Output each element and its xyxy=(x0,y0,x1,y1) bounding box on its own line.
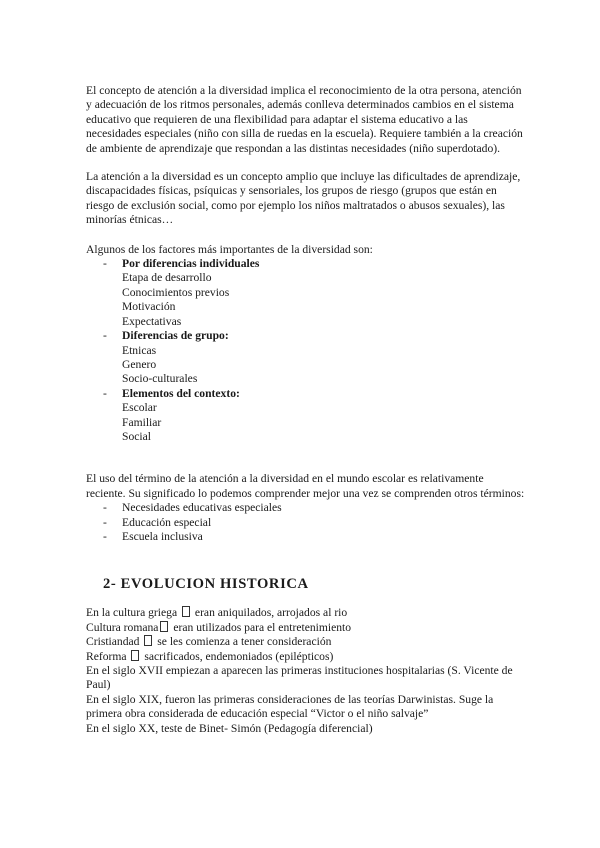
history-description: eran aniquilados, arrojados al rio xyxy=(194,606,348,620)
list-item: Socio-culturales xyxy=(122,372,198,386)
term-label: Educación especial xyxy=(122,515,212,529)
list-item: Conocimientos previos xyxy=(122,285,230,299)
arrow-placeholder-icon xyxy=(160,621,168,632)
list-item: Familiar xyxy=(122,415,162,429)
factor-category xyxy=(86,257,526,271)
factors-list xyxy=(86,257,526,444)
factor-category-label: Elementos del contexto: xyxy=(122,386,240,400)
history-era: Cultura romana xyxy=(86,620,159,634)
arrow-placeholder-icon xyxy=(182,606,190,617)
list-item: Etapa de desarrollo xyxy=(122,271,212,285)
dash-bullet: - xyxy=(103,529,107,543)
list-item xyxy=(86,530,526,544)
list-item: Etnicas xyxy=(122,343,157,357)
factor-sublist xyxy=(86,271,526,329)
intro-paragraph-2: La atención a la diversidad es un concepto amplio que incluye las dificultades de aprendizaje, discapacidades físicas, psíquicas y sensoriales, los grupos de riesgo (grupos que están en riesgo de exclusión social, como por ejemplo los niños maltratados o abusos sexuales), las minorías étnicas… xyxy=(86,170,521,227)
history-era: Cristiandad xyxy=(86,635,140,649)
terms-list xyxy=(86,501,526,544)
list-item: Expectativas xyxy=(122,314,182,328)
document-page xyxy=(86,84,526,736)
history-line xyxy=(86,650,526,664)
history-era: En la cultura griega xyxy=(86,606,178,620)
section-heading: 2- EVOLUCION HISTORICA xyxy=(103,576,309,593)
list-item: Genero xyxy=(122,357,157,371)
arrow-placeholder-icon xyxy=(131,650,139,661)
factor-category xyxy=(86,387,526,401)
history-line xyxy=(86,635,526,649)
history-paragraph-xix: En el siglo XIX, fueron las primeras consideraciones de las teorías Darwinistas. Suge la primera obra considerada de educación especial “Victor o el niño salvaje” xyxy=(86,692,494,721)
factor-sublist xyxy=(86,344,526,387)
dash-bullet: - xyxy=(103,386,107,400)
term-label: Necesidades educativas especiales xyxy=(122,501,282,515)
spacer xyxy=(86,444,526,472)
arrow-placeholder-icon xyxy=(144,635,152,646)
factors-intro: Algunos de los factores más importantes de la diversidad son: xyxy=(86,242,373,256)
dash-bullet: - xyxy=(103,501,107,515)
factor-category-label: Diferencias de grupo: xyxy=(122,329,229,343)
history-description: se les comienza a tener consideración xyxy=(157,635,332,649)
factor-category-label: Por diferencias individuales xyxy=(122,257,260,271)
dash-bullet: - xyxy=(103,257,107,271)
history-paragraph-xx: En el siglo XX, teste de Binet- Simón (Pedagogía diferencial) xyxy=(86,721,373,735)
factor-category xyxy=(86,329,526,343)
dash-bullet: - xyxy=(103,329,107,343)
list-item: Social xyxy=(122,429,151,443)
list-item xyxy=(86,501,526,515)
terms-intro: El uso del término de la atención a la diversidad en el mundo escolar es relativamente reciente. Su significado lo podemos comprender mejor una vez se comprenden otros términos: xyxy=(86,472,525,500)
factor-sublist xyxy=(86,401,526,444)
history-line xyxy=(86,606,526,620)
history-block xyxy=(86,606,526,736)
history-line xyxy=(86,621,526,635)
history-description: eran utilizados para el entretenimiento xyxy=(173,620,352,634)
history-era: Reforma xyxy=(86,649,127,663)
term-label: Escuela inclusiva xyxy=(122,529,203,543)
intro-paragraph-1: El concepto de atención a la diversidad implica el reconocimiento de la otra persona, atención y adecuación de los ritmos personales, además conlleva determinados cambios en el sistema educativo que requieren de una flexibilidad para adaptar el sistema educativo a las necesidades especiales (niño con silla de ruedas en la escuela). Requiere también a la creación de ambiente de aprendizaje que respondan a las distintas necesidades (niño superdotado). xyxy=(86,84,523,155)
list-item: Escolar xyxy=(122,401,157,415)
list-item xyxy=(86,516,526,530)
history-description: sacrificados, endemoniados (epilépticos) xyxy=(144,649,334,663)
dash-bullet: - xyxy=(103,515,107,529)
history-paragraph-xvii: En el siglo XVII empiezan a aparecen las primeras instituciones hospitalarias (S. Vicente de Paul) xyxy=(86,664,513,692)
list-item: Motivación xyxy=(122,300,176,314)
